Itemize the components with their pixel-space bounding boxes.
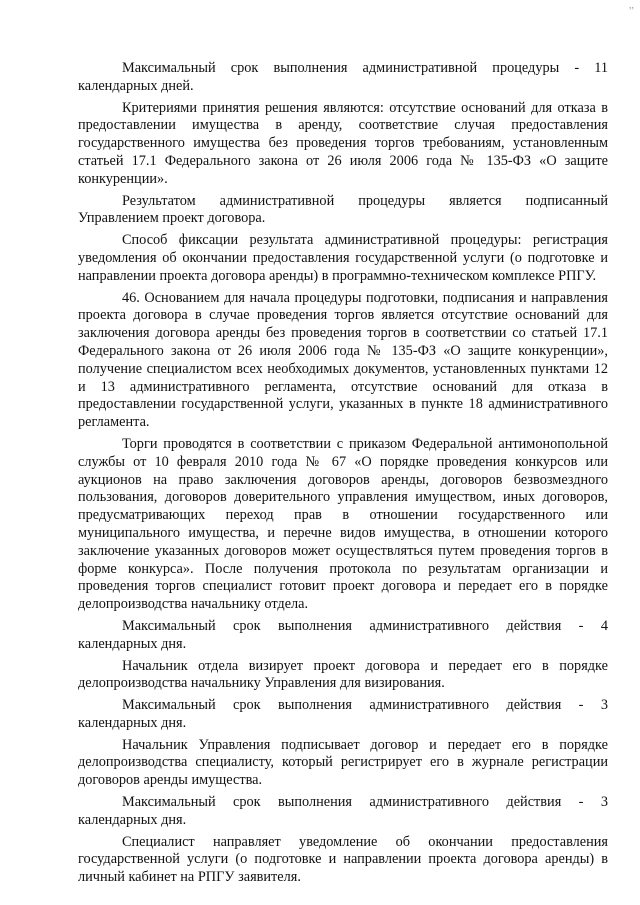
paragraph-item-46: 46. Основанием для начала процедуры подготовки, подписания и направления проекта договора в случае проведения торгов является отсутствие оснований для заключения договора аренды без проведения торгов в соответствии со статьей 17.1 Федерального закона от 26 июля 2006 года № 135-ФЗ «О защите конкуренции», получение специалистом всех необходимых документов, установленных пунктами 12 и 13 административного регламента, отсутствие оснований для отказа в предоставлении государственной услуги, указанных в пункте 18 административного регламента. (78, 289, 608, 431)
document-body (78, 60, 608, 891)
paragraph-notification: Специалист направляет уведомление об окончании предоставления государственной услуги (о подготовке и направлении проекта договора аренды) в личный кабинет на РПГУ заявителя. (78, 833, 608, 886)
paragraph-result-fixation: Способ фиксации результата административной процедуры: регистрация уведомления об окончании предоставления государственной услуги (о подготовке и направлении проекта договора аренды) в программно-техническом комплексе РПГУ. (78, 232, 608, 284)
paragraph-max-term-3-days-b: Максимальный срок выполнения административного действия - 3 календарных дня. (78, 794, 608, 828)
paragraph-max-term-4-days: Максимальный срок выполнения административного действия - 4 календарных дня. (78, 617, 608, 652)
corner-mark: ,, (629, 0, 634, 11)
paragraph-auctions: Торги проводятся в соответствии с приказом Федеральной антимонопольной службы от 10 февраля 2010 года № 67 «О порядке проведения конкурсов или аукционов на право заключения договоров аренды, договоров безвозмездного пользования, договоров доверительного управления имуществом, иных договоров, предусматривающих переход прав в отношении государственного или муниципального имущества, и перечне видов имущества, в отношении которого заключение указанных договоров может осуществляться путем проведения торгов в форме конкурса». После получения протокола по результатам организации и проведения торгов специалист готовит проект договора и передает его в порядке делопроизводства начальнику отдела. (78, 435, 608, 613)
paragraph-procedure-result: Результатом административной процедуры является подписанный Управлением проект договора. (78, 192, 608, 227)
paragraph-department-head-visa: Начальник отдела визирует проект договора и передает его в порядке делопроизводства начальнику Управления для визирования. (78, 657, 608, 692)
paragraph-administration-head-signs: Начальник Управления подписывает договор и передает его в порядке делопроизводства специалисту, который регистрирует его в журнале регистрации договоров аренды имущества. (78, 736, 608, 789)
paragraph-max-term-procedure: Максимальный срок выполнения административной процедуры - 11 календарных дней. (78, 60, 608, 94)
paragraph-decision-criteria: Критериями принятия решения являются: отсутствие оснований для отказа в предоставлении имущества в аренду, соответствие случая предоставления государственного имущества без проведения торгов требованиям, установленным статьей 17.1 Федерального закона от 26 июля 2006 года № 135-ФЗ «О защите конкуренции». (78, 99, 608, 187)
paragraph-max-term-3-days-a: Максимальный срок выполнения административного действия - 3 календарных дня. (78, 697, 608, 731)
